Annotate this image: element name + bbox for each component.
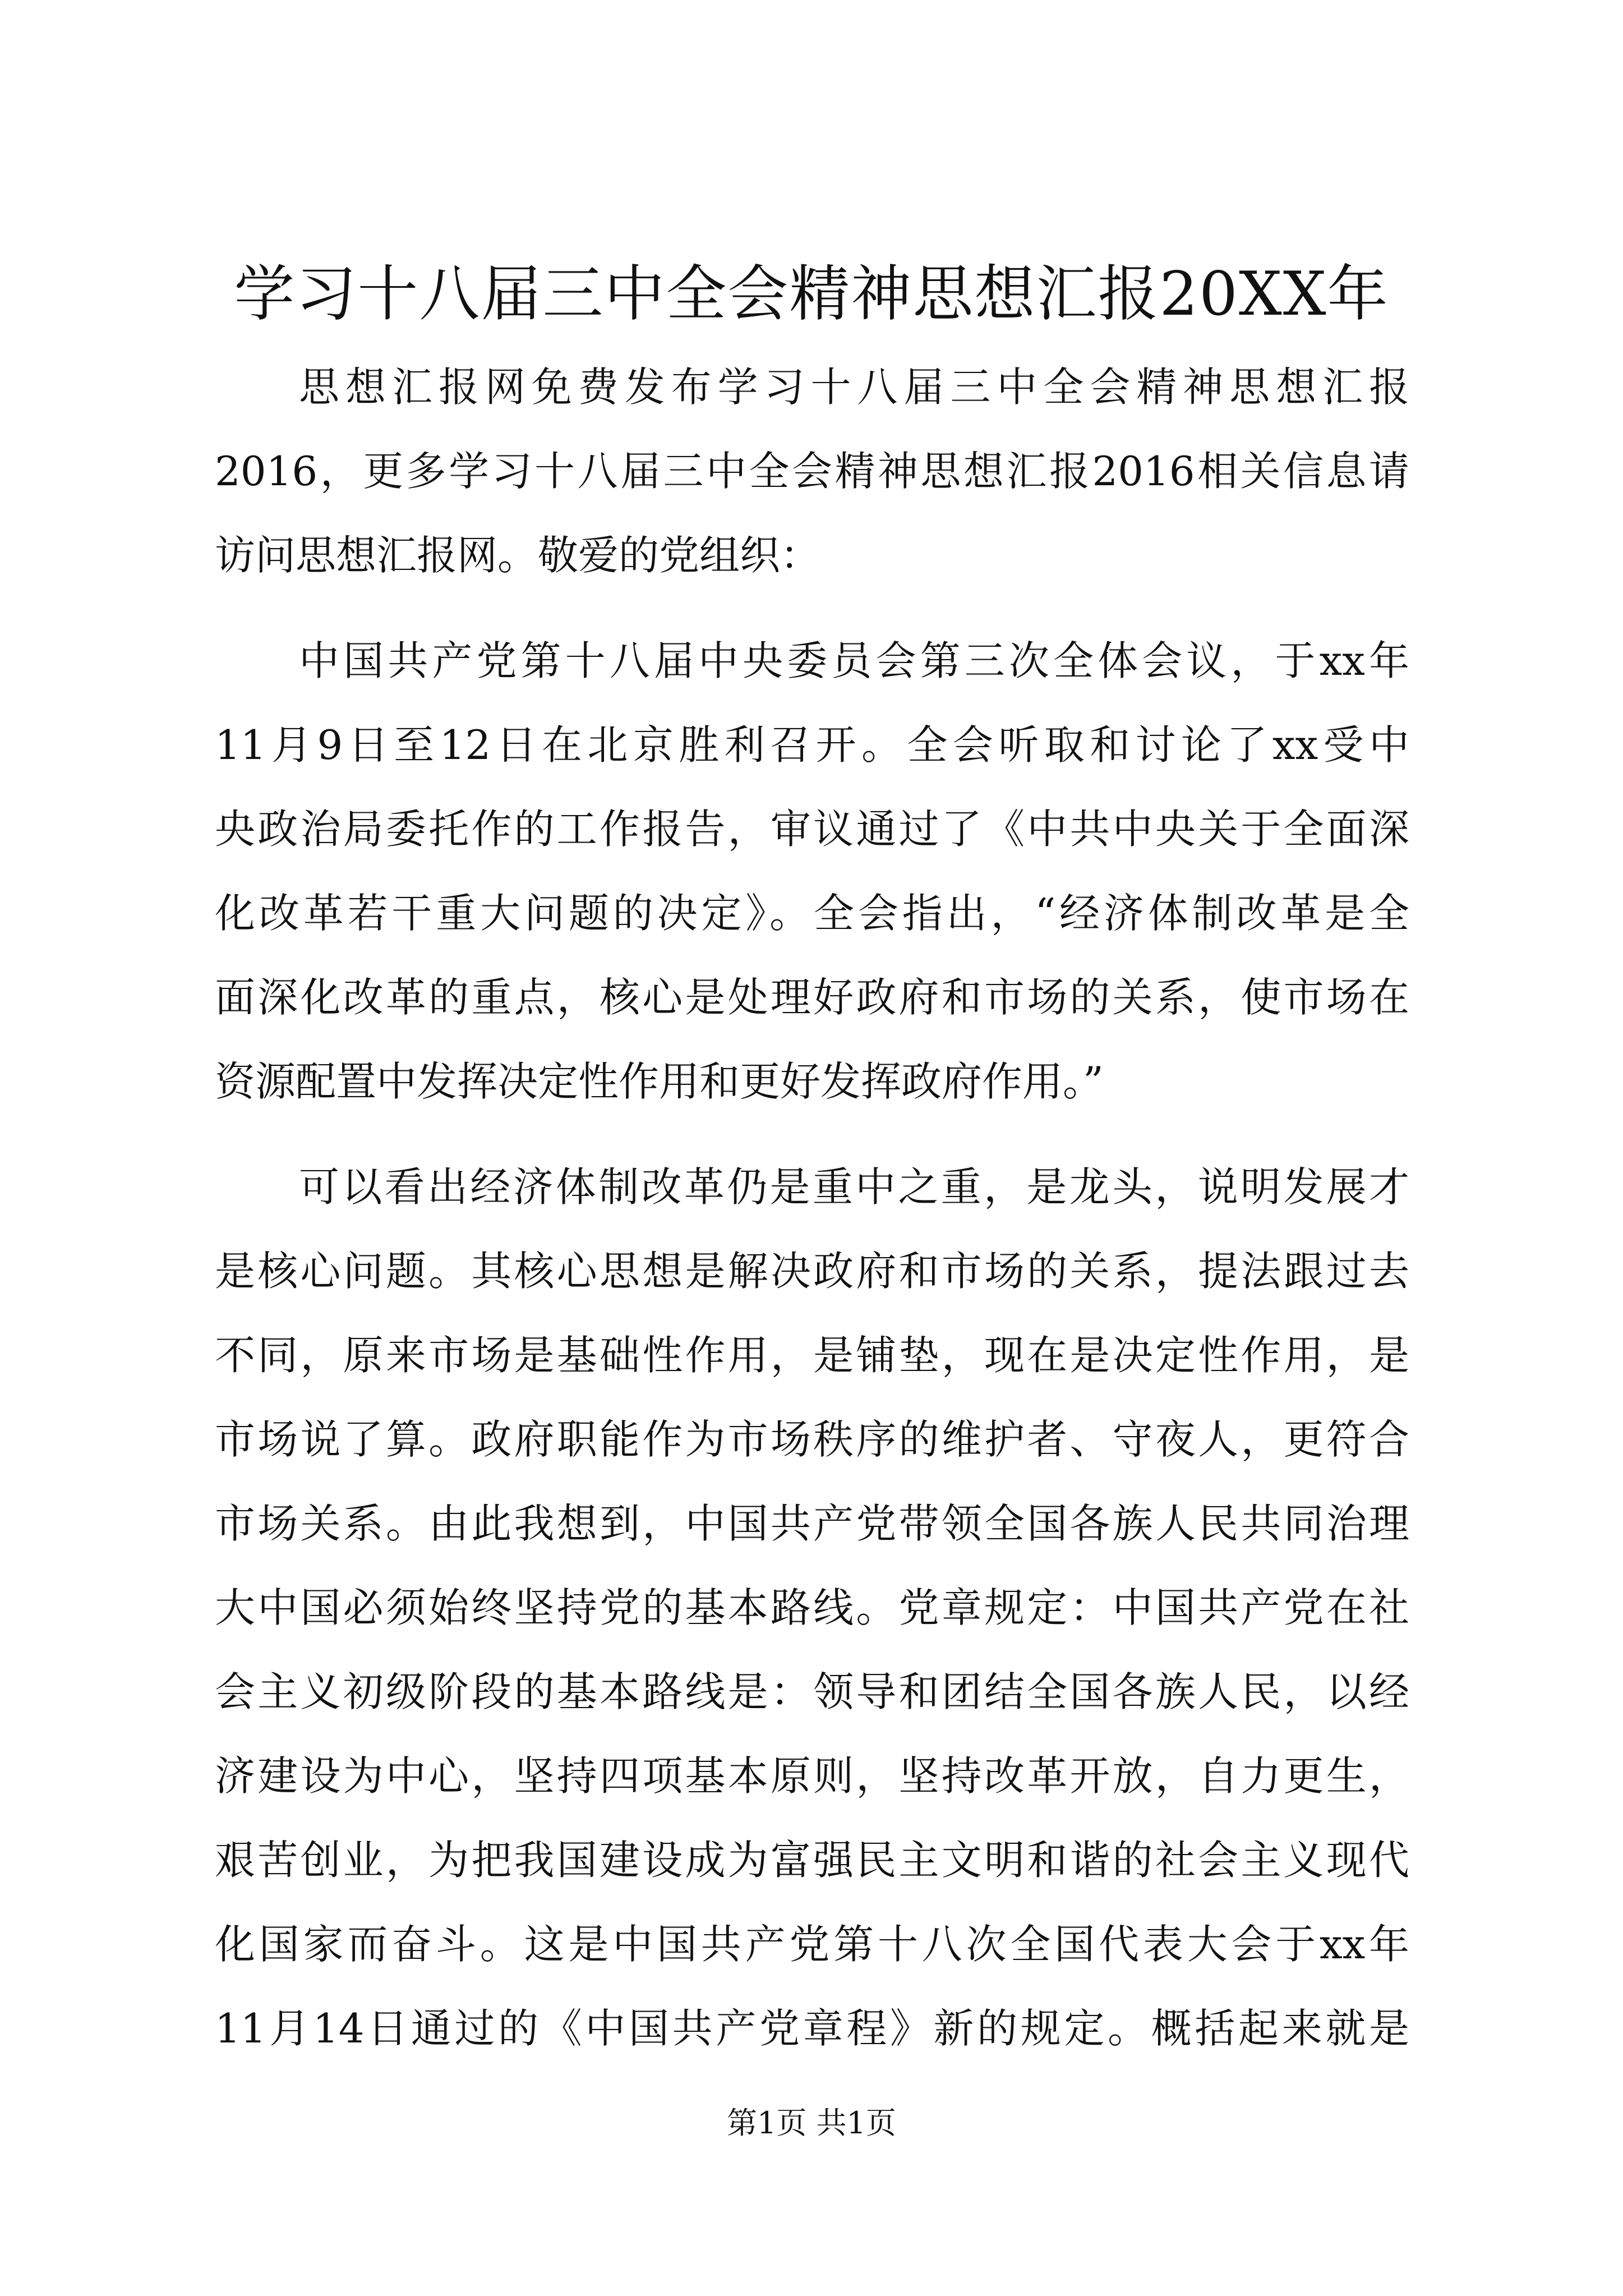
paragraph-line: 思想汇报网免费发布学习十八届三中全会精神思想汇报 xyxy=(299,364,1409,411)
paragraph-line: 艰苦创业，为把我国建设成为富强民主文明和谐的社会主义现代 xyxy=(215,1837,1409,1884)
paragraph-line: 济建设为中心，坚持四项基本原则，坚持改革开放，自力更生， xyxy=(215,1752,1409,1800)
paragraph-line: 是核心问题。其核心思想是解决政府和市场的关系，提法跟过去 xyxy=(215,1248,1409,1295)
paragraph-line: 2016，更多学习十八届三中全会精神思想汇报2016相关信息请 xyxy=(215,448,1409,495)
paragraph-line: 化国家而奋斗。这是中国共产党第十八次全国代表大会于xx年 xyxy=(215,1921,1409,1968)
paragraph-line: 面深化改革的重点，核心是处理好政府和市场的关系，使市场在 xyxy=(215,974,1409,1021)
paragraph-line: 不同，原来市场是基础性作用，是铺垫，现在是决定性作用，是 xyxy=(215,1332,1409,1379)
document-title: 学习十八届三中全会精神思想汇报20XX年 xyxy=(234,259,1389,329)
paragraph-line: 中国共产党第十八届中央委员会第三次全体会议，于xx年 xyxy=(299,637,1409,684)
page-footer: 第1页 共1页 xyxy=(727,2105,896,2141)
paragraph-line: 11月14日通过的《中国共产党章程》新的规定。概括起来就是 xyxy=(215,2005,1409,2052)
paragraph-line: 市场关系。由此我想到，中国共产党带领全国各族人民共同治理 xyxy=(215,1500,1409,1547)
paragraph-line: 资源配置中发挥决定性作用和更好发挥政府作用。” xyxy=(215,1058,1104,1105)
paragraph-line: 可以看出经济体制改革仍是重中之重，是龙头，说明发展才 xyxy=(299,1163,1409,1211)
paragraph-line: 会主义初级阶段的基本路线是：领导和团结全国各族人民，以经 xyxy=(215,1668,1409,1715)
paragraph-line: 化改革若干重大问题的决定》。全会指出，“经济体制改革是全 xyxy=(215,890,1409,937)
paragraph-line: 访问思想汇报网。敬爱的党组织： xyxy=(215,532,821,579)
paragraph-line: 11月9日至12日在北京胜利召开。全会听取和讨论了xx受中 xyxy=(215,721,1409,769)
paragraph-line: 市场说了算。政府职能作为市场秩序的维护者、守夜人，更符合 xyxy=(215,1416,1409,1463)
paragraph-line: 央政治局委托作的工作报告，审议通过了《中共中央关于全面深 xyxy=(215,806,1409,853)
paragraph-line: 大中国必须始终坚持党的基本路线。党章规定：中国共产党在社 xyxy=(215,1584,1409,1631)
